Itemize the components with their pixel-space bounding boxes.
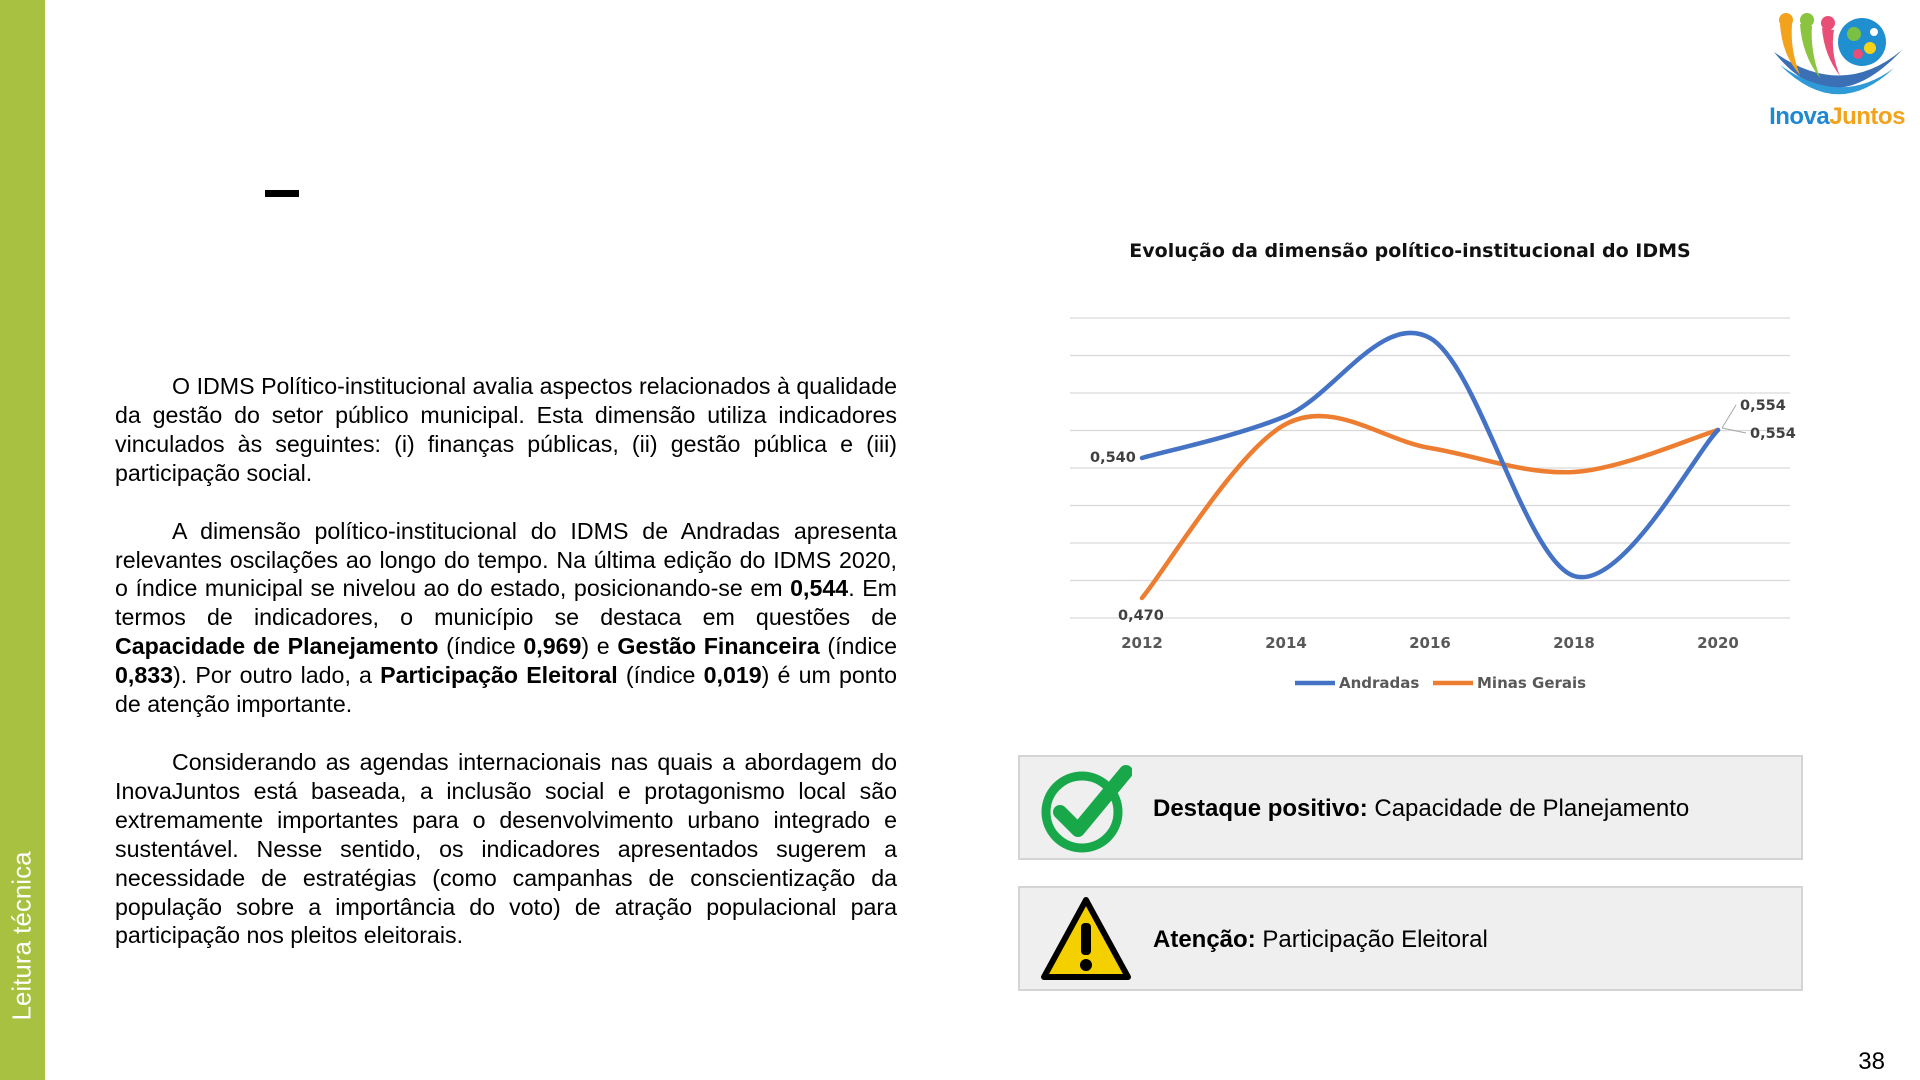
series-line-minas-gerais xyxy=(1142,416,1718,598)
data-label-leader xyxy=(1722,405,1736,428)
x-tick-label: 2014 xyxy=(1265,634,1307,652)
paragraph-1: O IDMS Político-institucional avalia aspectos relacionados à qualidade da gestão do setor público municipal. Esta dimensão utiliza indicadores vinculados às seguintes: (i) finanças públicas, (ii) gestão pública e (iii) participação social. xyxy=(115,373,897,486)
positive-highlight-text: Destaque positivo: Capacidade de Planejamento xyxy=(1153,795,1690,822)
positive-highlight-box xyxy=(1018,755,1803,860)
data-label: 0,554 xyxy=(1740,398,1786,414)
x-tick-label: 2016 xyxy=(1409,634,1451,652)
data-label: 0,540 xyxy=(1090,450,1136,466)
side-label: Leitura técnica xyxy=(6,851,37,1021)
data-label: 0,554 xyxy=(1750,426,1796,442)
logo-text: InovaJuntos xyxy=(1769,103,1905,130)
paragraph-3: Considerando as agendas internacionais nas quais a abordagem do InovaJuntos está baseada, a inclusão social e protagonismo local são extremamente importantes para o desenvolvimento urbano integrado e sustentável. Nesse sentido, os indicadores apresentados sugerem a necessidade de estratégias (como campanhas de conscientização da população sobre a importância do voto) de atração populacional para participação nos pleitos eleitorais. xyxy=(115,748,897,949)
body-text xyxy=(115,372,897,979)
series-line-andradas xyxy=(1142,333,1718,577)
chart-title: Evolução da dimensão político-institucional do IDMS xyxy=(1129,240,1691,262)
paragraph-2: A dimensão político-institucional do IDMS de Andradas apresenta relevantes oscilações ao longo do tempo. Na última edição do IDMS 2020, o índice municipal se nivelou ao do estado, posicionando-se em 0,544. Em termos de indicadores, o município se destaca em questões de Capacidade de Planejamento (índice 0,969) e Gestão Financeira (índice 0,833). Por outro lado, a Participação Eleitoral (índice 0,019) é um ponto de atenção importante. xyxy=(115,517,897,718)
attention-box xyxy=(1018,886,1803,991)
title-dash xyxy=(265,190,299,197)
line-chart xyxy=(1040,280,1830,700)
x-tick-label: 2012 xyxy=(1121,634,1163,652)
inovajuntos-logo xyxy=(1762,10,1912,135)
legend-label: Andradas xyxy=(1339,674,1420,692)
warning-icon xyxy=(1040,895,1132,985)
attention-text: Atenção: Participação Eleitoral xyxy=(1153,926,1488,953)
page-number: 38 xyxy=(1858,1048,1885,1075)
x-tick-label: 2018 xyxy=(1553,634,1595,652)
x-tick-label: 2020 xyxy=(1697,634,1739,652)
data-label: 0,470 xyxy=(1118,608,1164,624)
check-icon xyxy=(1040,764,1132,854)
legend-label: Minas Gerais xyxy=(1477,674,1587,692)
logo-graphic-icon xyxy=(1762,10,1912,105)
